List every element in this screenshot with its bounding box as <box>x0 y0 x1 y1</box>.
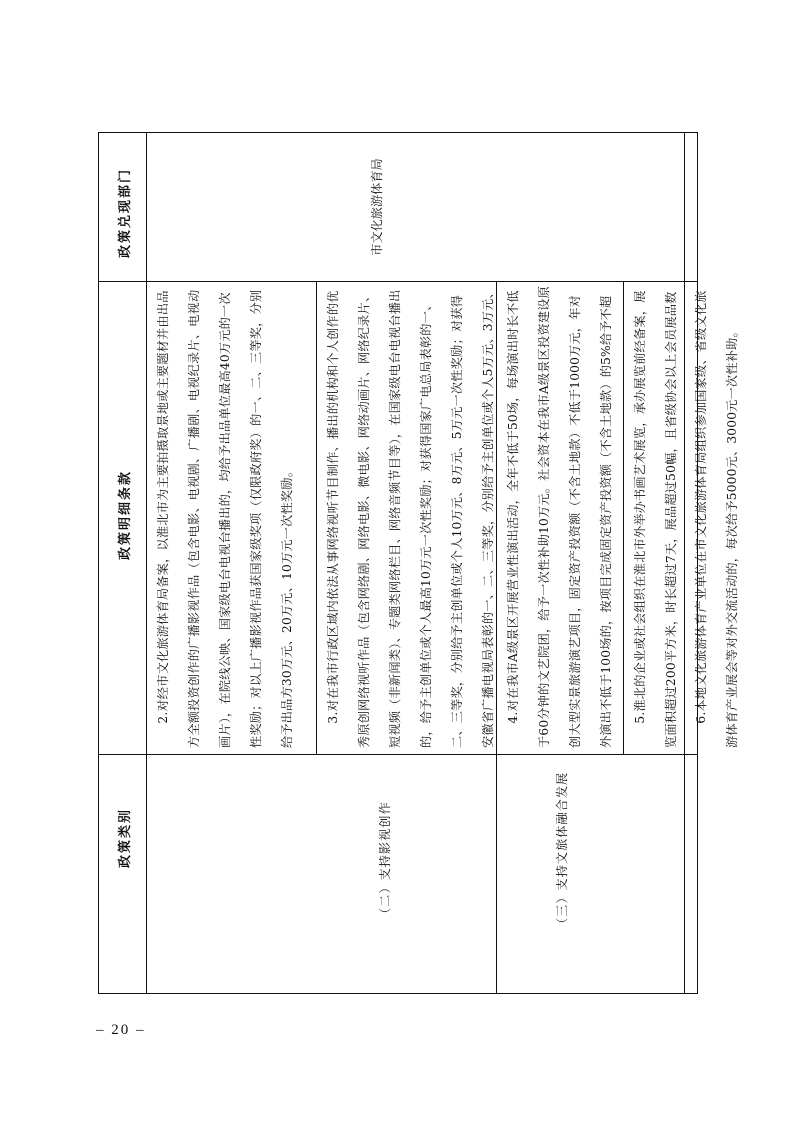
category-support-film: （二）支持影视创作 <box>378 801 392 920</box>
header-details: 政策明细条款 <box>118 469 133 560</box>
row-divider <box>316 282 317 755</box>
details-column-divider <box>98 281 698 282</box>
policy-clause-4: 4.对在我市A级景区开展营业性演出活动，全年不低于50场，每场演出时长不低于60分钟的文艺院团，给予一次性补助10万元。社会资本在我市A级景区投资建设原创大型实景旅游演艺项目，固定资产投资额（不含土地款）不低于1000万元，年对外演出不低于100场的，按项目完成固定资产投资额（不含土地款）的5%给予不超 <box>506 286 613 748</box>
page-number: – 20 – <box>96 1022 146 1038</box>
header-category: 政策类别 <box>118 807 133 868</box>
policy-clause-3: 3.对在我市行政区域内依法从事网络视听节目制作、播出的机构和个人创作的优秀原创网络视听作品（包含网络剧、网络电影、微电影、网络动画片、网络纪录片、短视频（非新闻类）、专题类网络栏目、网络音频节目等），在国家级电台电视台播出的，给予主创单位或个人最高10万元一次性奖励；对获得国家广电总局表彰的一、二、三等奖，分别给予主创单位或个人10万元、8万元、5万元一次性奖励；对获得安徽省广播电视局表彰的一、二、三等奖，分别给予主创单位或个人5万元、3万元、 <box>326 286 495 748</box>
header-department: 政策兑现部门 <box>118 167 133 258</box>
row-divider <box>623 282 624 755</box>
row-divider <box>496 282 497 994</box>
policy-clause-6: 6.本地文化旅游体育产业单位在市文化旅游体育局组织参加国家级、省级文化旅游体育产业展会等对外交流活动的，每次给予5000元、3000元一次性补助。 <box>694 290 739 748</box>
policy-clause-5: 5.淮北的企业或社会组织在淮北市外举办书画艺术展览，承办展览前经备案，展览面积超过200平方米，时长超过7天，展品超过50幅，且省级协会以上会员展品数 <box>633 290 678 748</box>
policy-clause-2: 2.对经市文化旅游体育局备案，以淮北市为主要拍摄取景地或主要题材并由出品方全额投资创作的广播影视作品（包含电影、电视剧、广播剧、电视纪录片、电视动画片），在院线公映、国家级电台电视台播出的，均给予出品单位最高40万元的一次性奖励；对以上广播影视作品获国家级奖项（仅限政府奖）的一、二、三等奖，分别给予出品方30万元、20万元、10万元一次性奖励。 <box>156 289 294 748</box>
category-culture-tourism-sports: （三）支持文旅体融合发展 <box>555 771 569 930</box>
policy-table <box>98 132 739 994</box>
category-column-divider <box>98 754 698 755</box>
department-name: 市文化旅游体育局 <box>370 158 384 256</box>
header-divider <box>146 132 147 994</box>
